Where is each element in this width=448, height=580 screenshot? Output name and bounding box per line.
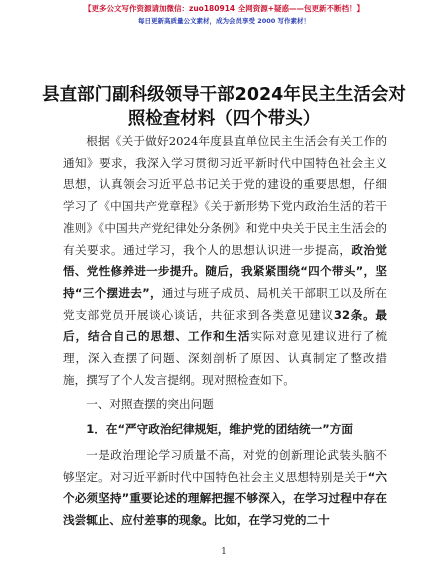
document-title: 县直部门副科级领导干部2024年民主生活会对照检查材料（四个带头）: [42, 85, 406, 129]
body-paragraph: [63, 445, 387, 532]
page-number: 1: [221, 547, 227, 557]
document-body: [63, 131, 387, 532]
section-heading: 一、对照查摆的突出问题: [86, 397, 214, 412]
intro-text-continued: 通过与班子成员、局机关干部职工以及所在党支部党员开展谈心谈话，共征求到各类意见建议: [63, 285, 387, 322]
intro-text: 根据《关于做好2024年度县直单位民主生活会有关工作的通知》要求，我深入学习贯彻习近平新时代中国特色社会主义思想，认真领会习近平总书记关于党的建设的重要思想，仔细学习了《中国共产党章程》《关于新形势下党内政治生活的若干准则》《中国共产党纪律处分条例》和党中央关于民主生活会的有关要求。通过学习，我个人的思想认识进一步提高，: [63, 134, 387, 257]
intro-paragraph: [63, 131, 387, 391]
intro-bold-text-2: 32条。最后，结合自己的思想、工作和生活: [63, 307, 387, 344]
banner-line-membership: 每日更新高质量公文素材，成为会员享受 2000 写作素材！: [137, 17, 311, 25]
header-banner: [0, 4, 448, 26]
paragraph-text: 一是政治理论学习质量不高，对党的创新理论武装头脑不够坚定。对习近平新时代中国特色社会主义思想特别是关于: [63, 447, 387, 484]
banner-line-promo: 【更多公文写作资源请加微信：zuo180914 全网资源+疑惑——包更新不断档！】: [83, 4, 365, 13]
intro-bold-text: 政治觉悟、党性修养进一步提升。随后，我紧紧围绕“四个带头”，坚持“三个摆进去”，: [63, 242, 387, 300]
intro-text-end: 实际对意见建议进行了梳理，深入查摆了问题、深刻剖析了原因、认真制定了整改措施，撰写了个人发言提纲。现对照检查如下。: [63, 329, 387, 387]
subsection-heading: 1．在“严守政治纪律规矩，维护党的团结统一”方面: [86, 422, 353, 437]
paragraph-bold-text: “六个必须坚持”重要论述的理解把握不够深入，在学习过程中存在浅尝辄止、应付差事的现象。比如，在学习党的二十: [63, 469, 387, 527]
